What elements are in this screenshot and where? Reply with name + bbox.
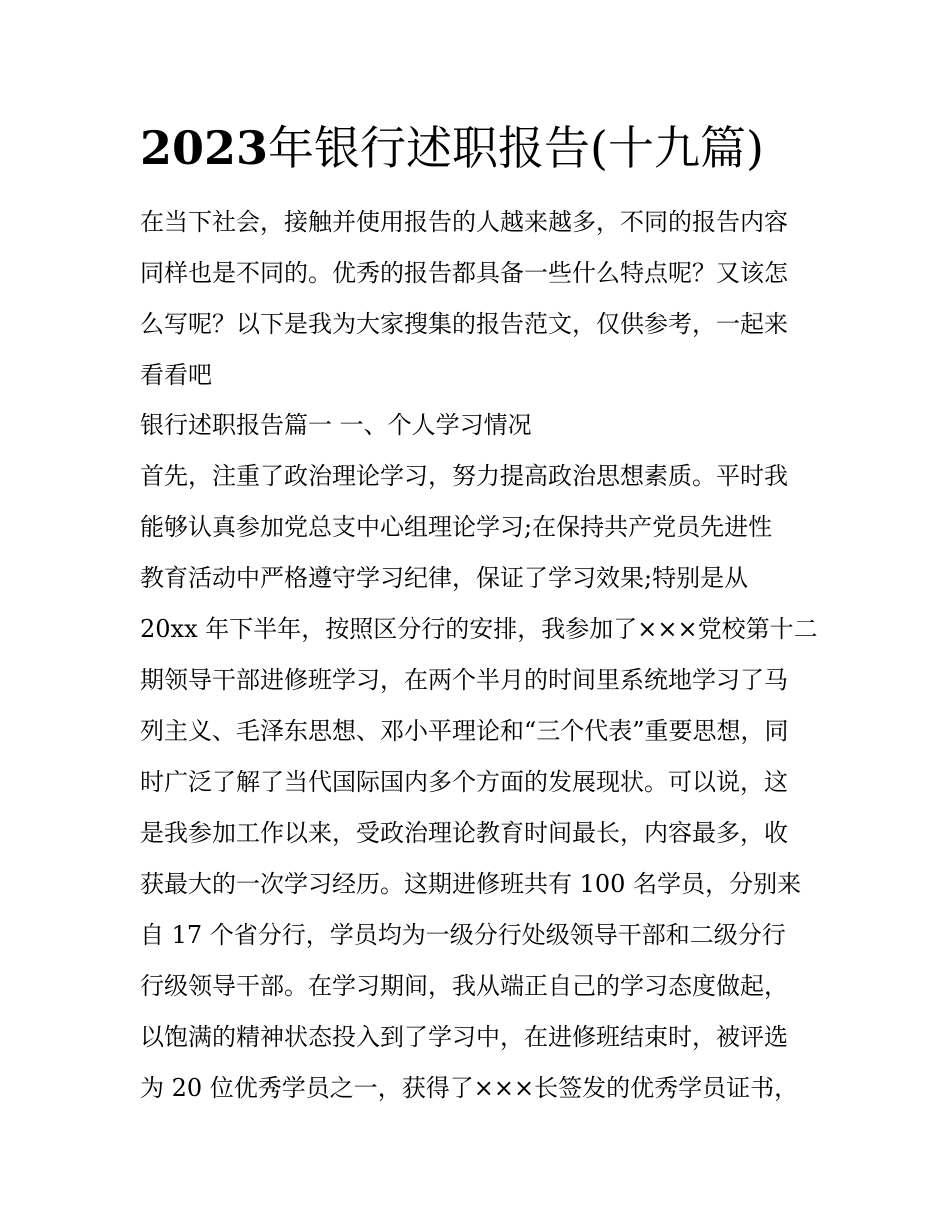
body-line-8: 是我参加工作以来，受政治理论教育时间最长，内容最多，收 bbox=[140, 819, 788, 847]
body-line-5: 期领导干部进修班学习，在两个半月的时间里系统地学习了马 bbox=[140, 666, 788, 694]
intro-line-2: 同样也是不同的。优秀的报告都具备一些什么特点呢？又该怎 bbox=[140, 259, 788, 287]
intro-line-4: 看看吧 bbox=[140, 361, 212, 389]
body-line-13: 为 20 位优秀学员之一，获得了×××长签发的优秀学员证书， bbox=[140, 1074, 799, 1102]
body-line-11: 行级领导干部。在学习期间，我从端正自己的学习态度做起， bbox=[140, 972, 788, 1000]
body-line-7: 时广泛了解了当代国际国内多个方面的发展现状。可以说，这 bbox=[140, 768, 788, 796]
body-line-2: 能够认真参加党总支中心组理论学习;在保持共产党员先进性 bbox=[140, 513, 773, 541]
body-line-1: 首先，注重了政治理论学习，努力提高政治思想素质。平时我 bbox=[140, 462, 788, 490]
title-year: 2023 bbox=[140, 121, 269, 175]
document-title bbox=[140, 118, 840, 178]
title-text: 年银行述职报告(十九篇) bbox=[268, 121, 764, 175]
section-heading: 银行述职报告篇一 一、个人学习情况 bbox=[140, 411, 532, 439]
body-line-4: 20xx 年下半年，按照区分行的安排，我参加了×××党校第十二 bbox=[140, 615, 818, 643]
body-line-9: 获最大的一次学习经历。这期进修班共有 100 名学员，分别来 bbox=[140, 870, 802, 898]
body-line-3: 教育活动中严格遵守学习纪律，保证了学习效果;特别是从 bbox=[140, 564, 749, 592]
intro-line-1: 在当下社会，接触并使用报告的人越来越多，不同的报告内容 bbox=[140, 208, 788, 236]
body-line-6: 列主义、毛泽东思想、邓小平理论和“三个代表”重要思想，同 bbox=[140, 717, 789, 745]
body-line-12: 以饱满的精神状态投入到了学习中，在进修班结束时，被评选 bbox=[140, 1023, 788, 1051]
intro-line-3: 么写呢？以下是我为大家搜集的报告范文，仅供参考，一起来 bbox=[140, 310, 788, 338]
body-line-10: 自 17 个省分行，学员均为一级分行处级领导干部和二级分行 bbox=[140, 921, 786, 949]
